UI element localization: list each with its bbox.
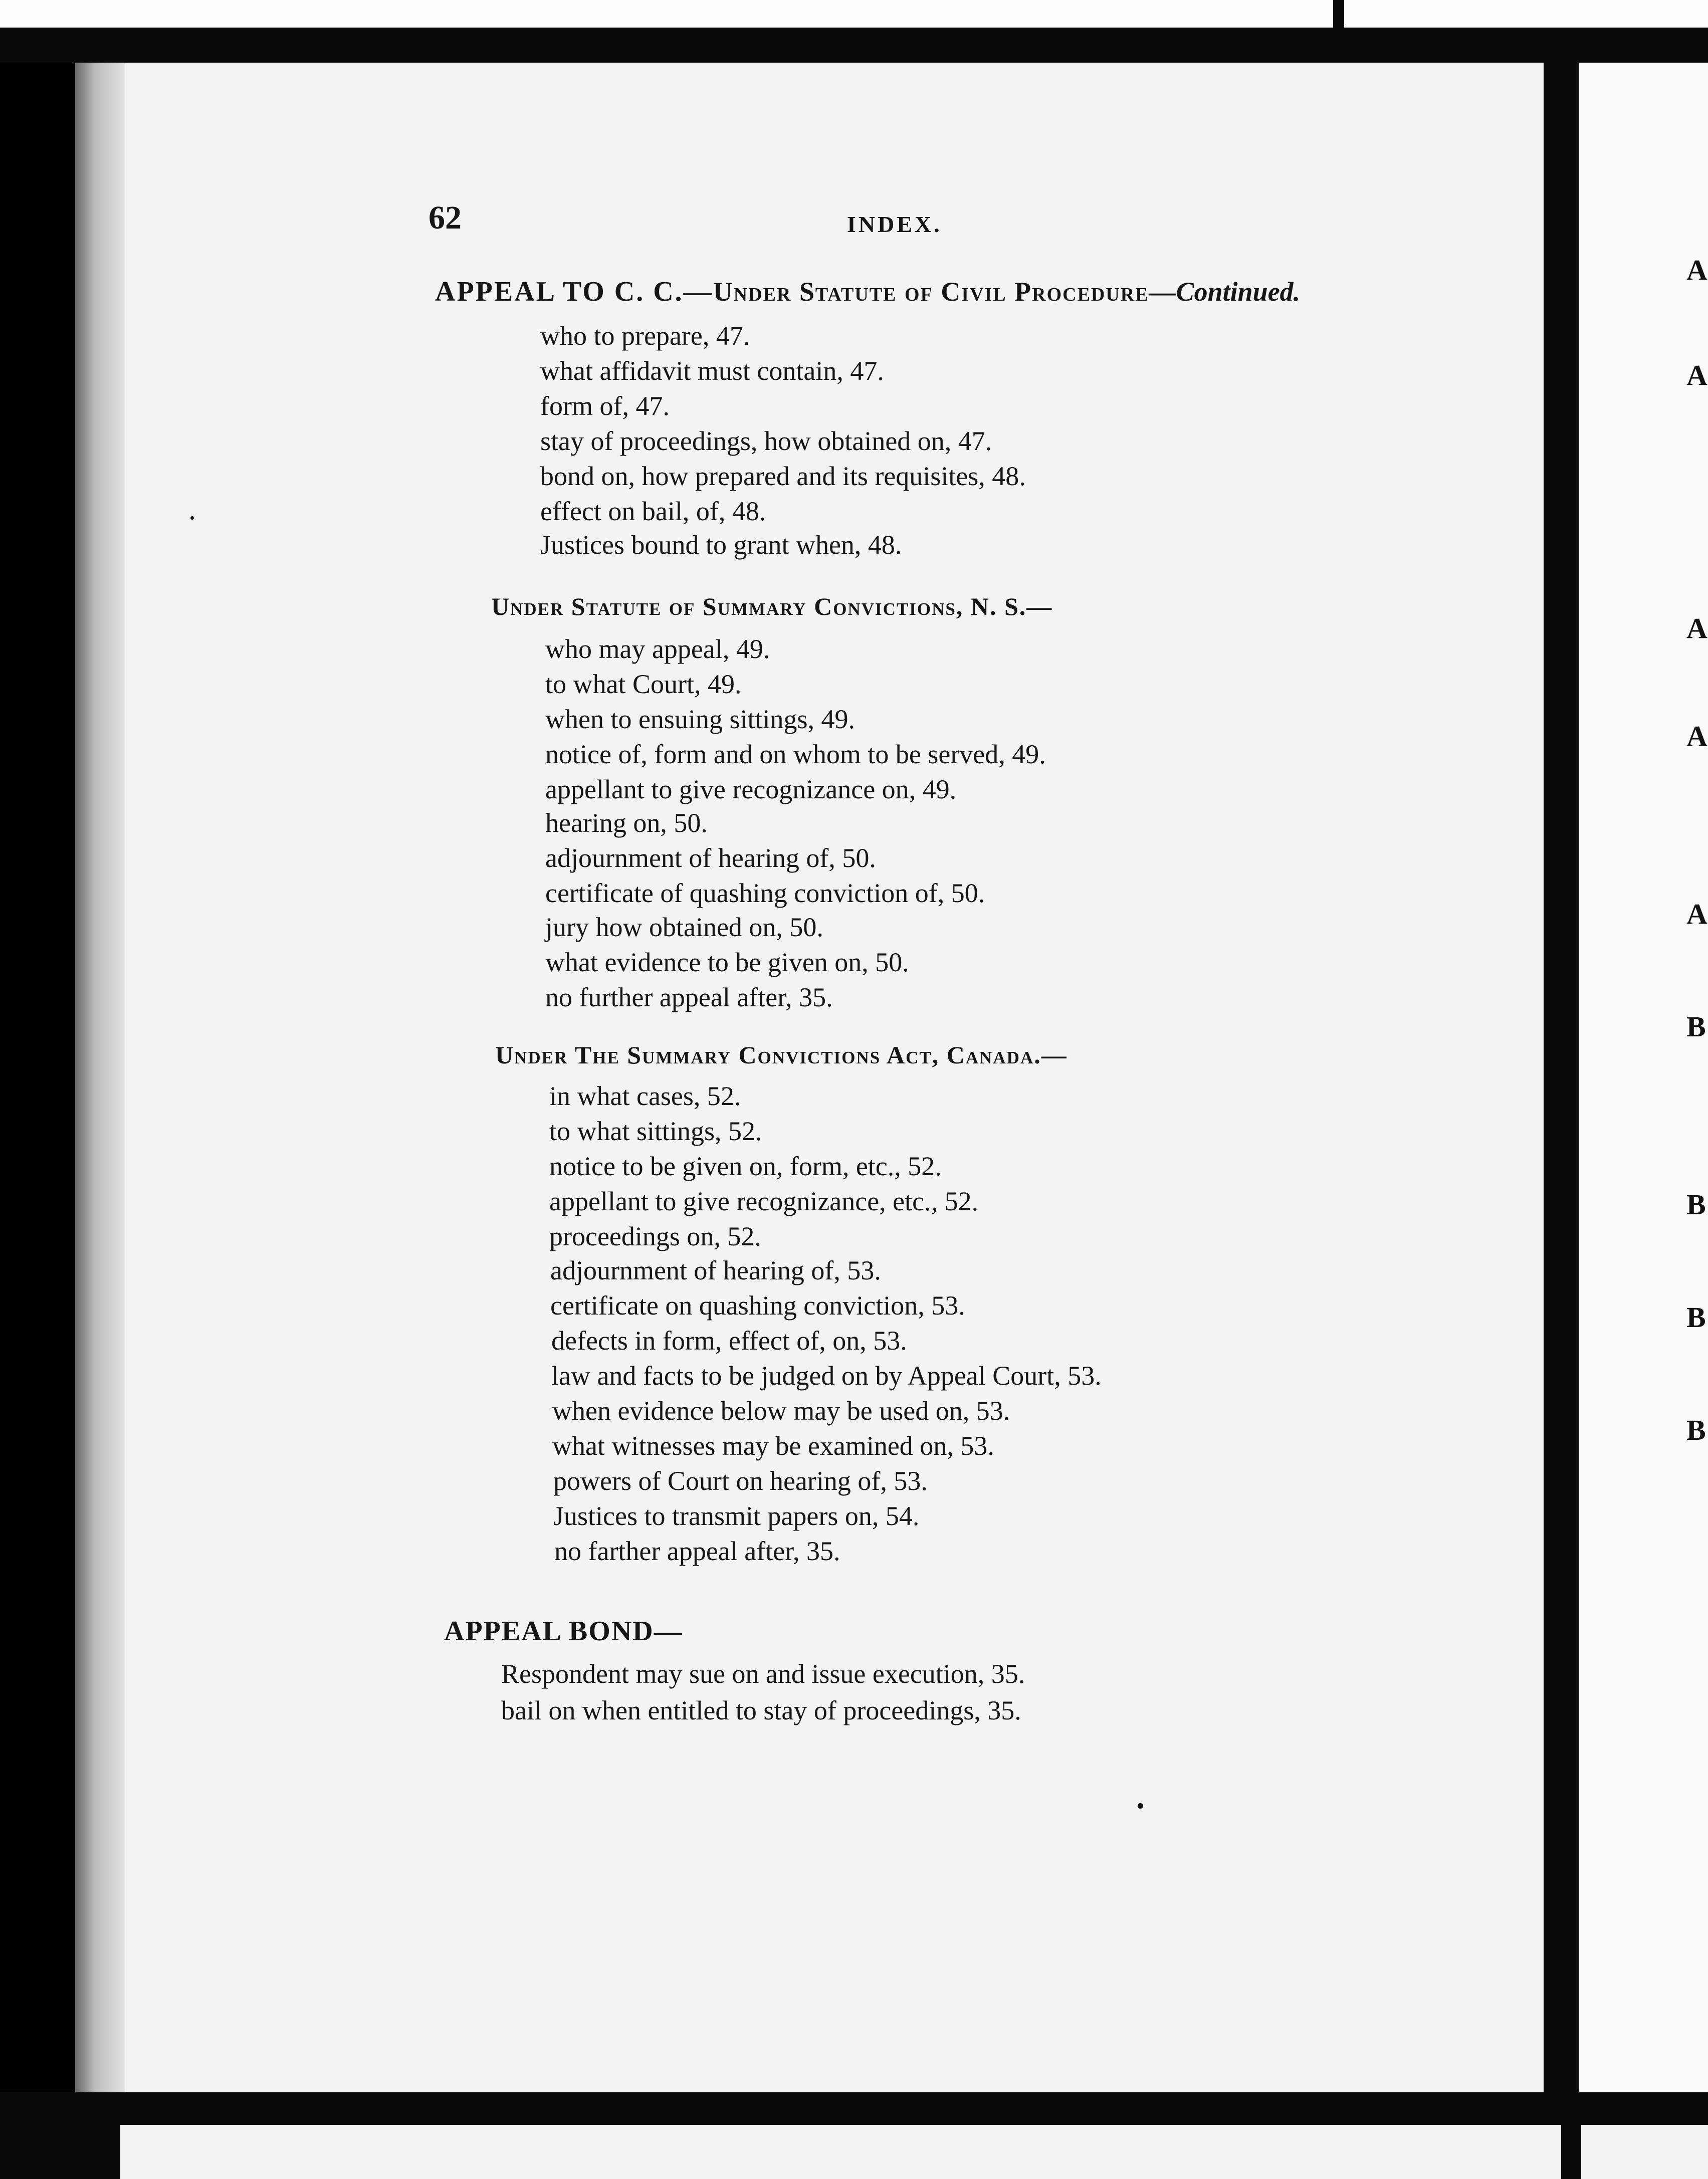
subsection-heading-summary-ns: Under Statute of Summary Convictions, N. S.— (491, 592, 1053, 620)
list-item: to what Court, 49. (545, 669, 742, 699)
list-item: bond on, how prepared and its requisites, 48. (540, 461, 1026, 491)
list-item: no farther appeal after, 35. (554, 1536, 840, 1566)
ink-speck (190, 516, 194, 520)
facing-letter: B (1686, 1414, 1706, 1446)
list-item: effect on bail, of, 48. (540, 496, 766, 526)
list-item: proceedings on, 52. (549, 1221, 761, 1251)
list-item: adjournment of hearing of, 50. (545, 843, 876, 873)
list-item: who may appeal, 49. (545, 634, 770, 664)
list-item: Respondent may sue on and issue execution, 35. (501, 1659, 1025, 1689)
running-title: INDEX. (847, 211, 942, 237)
section-heading-appeal-to-cc (435, 277, 1300, 307)
list-item: notice to be given on, form, etc., 52. (549, 1151, 942, 1181)
subsection-heading-summary-canada: Under The Summary Convictions Act, Canada.— (495, 1041, 1068, 1069)
facing-letter: B (1686, 1301, 1706, 1334)
list-item: defects in form, effect of, on, 53. (551, 1326, 907, 1356)
list-item: hearing on, 50. (545, 808, 708, 838)
facing-letter: B (1686, 1010, 1706, 1043)
facing-letter: A (1686, 612, 1707, 644)
facing-letter: A (1686, 720, 1707, 752)
list-item: certificate of quashing conviction of, 50. (545, 878, 985, 908)
list-item: Justices bound to grant when, 48. (540, 530, 902, 560)
list-item: appellant to give recognizance, etc., 52. (549, 1186, 979, 1216)
list-item: Justices to transmit papers on, 54. (553, 1501, 920, 1531)
list-item: certificate on quashing conviction, 53. (550, 1290, 965, 1321)
scan-frame-bottom-edge (120, 2125, 1708, 2179)
continued-label: —Continued. (1149, 277, 1301, 307)
list-item: when evidence below may be used on, 53. (552, 1396, 1010, 1426)
list-item: stay of proceedings, how obtained on, 47. (540, 426, 992, 456)
list-item: adjournment of hearing of, 53. (550, 1255, 881, 1285)
list-item: to what sittings, 52. (549, 1116, 762, 1146)
list-item: when to ensuing sittings, 49. (545, 704, 855, 734)
list-item: who to prepare, 47. (540, 321, 750, 351)
facing-letter: B (1686, 1188, 1706, 1221)
list-item: no further appeal after, 35. (545, 982, 833, 1012)
ink-speck (1138, 1803, 1143, 1809)
section-heading-appeal-bond: APPEAL BOND— (444, 1616, 683, 1647)
list-item: law and facts to be judged on by Appeal Court, 53. (551, 1361, 1102, 1391)
facing-letter: A (1686, 254, 1707, 286)
list-item: appellant to give recognizance on, 49. (545, 774, 957, 804)
list-item: powers of Court on hearing of, 53. (553, 1466, 928, 1496)
list-item: notice of, form and on whom to be served, 49. (545, 739, 1046, 769)
scan-frame-divider (1561, 2120, 1581, 2179)
scan-frame-top-bar (0, 28, 1708, 63)
list-item: form of, 47. (540, 391, 670, 421)
main-heading: APPEAL TO C. C.— (435, 276, 713, 307)
list-item: what witnesses may be examined on, 53. (552, 1431, 994, 1461)
list-item: jury how obtained on, 50. (545, 912, 823, 942)
subheading-civil-procedure: Under Statute of Civil Procedure (713, 277, 1149, 307)
list-item: in what cases, 52. (549, 1081, 741, 1111)
list-item: what affidavit must contain, 47. (540, 356, 884, 386)
list-item: what evidence to be given on, 50. (545, 947, 909, 977)
facing-letter: A (1686, 359, 1707, 391)
page-number: 62 (429, 199, 462, 236)
book-gutter (1544, 63, 1579, 2092)
facing-letter: A (1686, 898, 1707, 930)
list-item: bail on when entitled to stay of proceedings, 35. (501, 1695, 1021, 1725)
scan-frame-divider (1333, 0, 1344, 30)
scan-frame-top-edge (0, 0, 1708, 28)
page-edge-shadow (75, 63, 125, 2092)
